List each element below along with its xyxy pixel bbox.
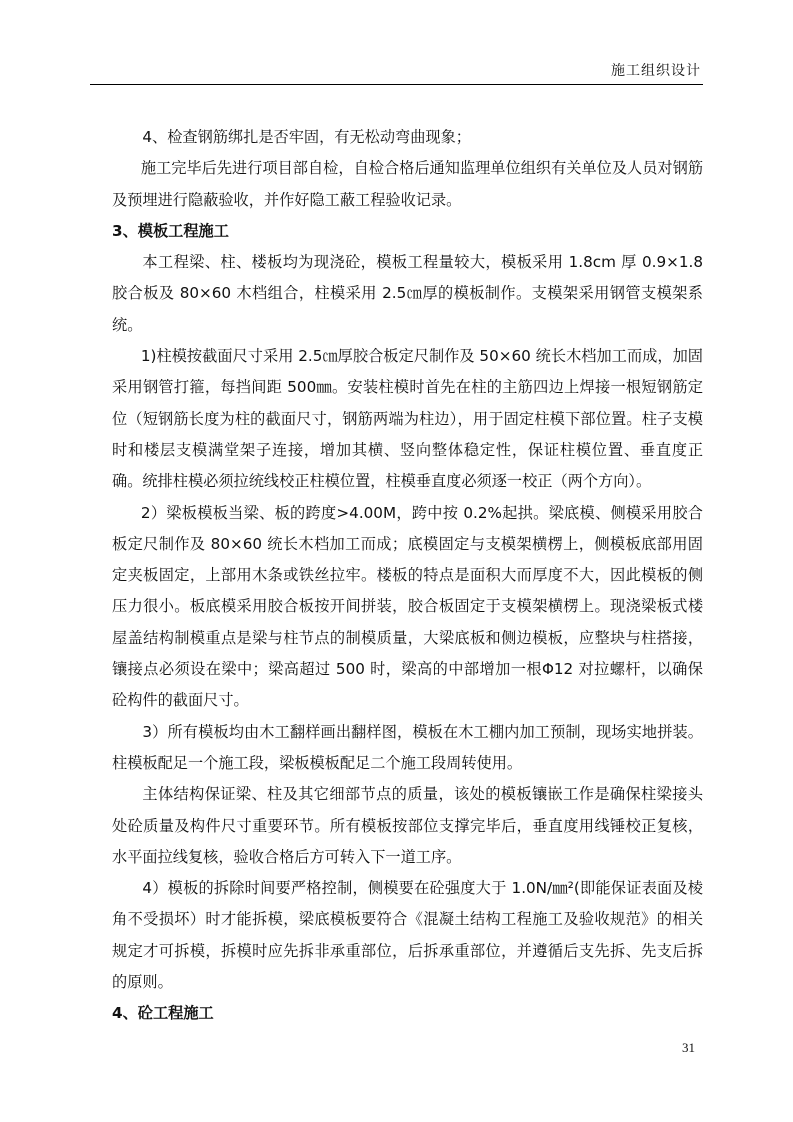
- document-body: [112, 122, 703, 1030]
- section-heading-concrete: 4、砼工程施工: [112, 1004, 214, 1023]
- node-quality: 主体结构保证梁、柱及其它细部节点的质量，该处的模板镶嵌工作是确保柱梁接头处砼质量及构件尺寸重要环节。所有模板按部位支撑完毕后，垂直度用线锤校正复核，水平面拉线复核，验收合格后方可转入下一道工序。: [112, 785, 703, 866]
- beam-slab-formwork: 2）梁板模板当梁、板的跨度>4.00M，跨中按 0.2%起拱。梁底模、侧模采用胶合板定尺制作及 80×60 统长木档加工而成；底模固定与支模架横楞上，侧模板底部用固定夹板固定，上部用木条或铁丝拉牢。楼板的特点是面积大而厚度不大，因此模板的侧压力很小。板底模采用胶合板按开间拼装，胶合板固定于支模架横楞上。现浇梁板式楼屋盖结构制模重点是梁与柱节点的制模质量，大梁底板和侧边模板，应整块与柱搭接，镶接点必须设在梁中；梁高超过 500 时，梁高的中部增加一根Φ12 对拉螺杆，以确保砼构件的截面尺寸。: [112, 503, 703, 710]
- header-divider: [90, 84, 703, 85]
- formwork-intro: 本工程梁、柱、楼板均为现浇砼，模板工程量较大，模板采用 1.8cm 厚 0.9×1.8 胶合板及 80×60 木档组合，柱模采用 2.5㎝厚的模板制作。支模架采用钢管支模架系统。: [112, 253, 703, 334]
- column-formwork: 1)柱模按截面尺寸采用 2.5㎝厚胶合板定尺制作及 50×60 统长木档加工而成，加固采用钢管打箍，每挡间距 500㎜。安装柱模时首先在柱的主筋四边上焊接一根短钢筋定位（短钢筋长度为柱的截面尺寸，钢筋两端为柱边），用于固定柱模下部位置。柱子支模时和楼层支模满堂架子连接，增加其横、竖向整体稳定性，保证柱模位置、垂直度正确。统排柱模必须拉统线校正柱模位置，柱模垂直度必须逐一校正（两个方向）。: [112, 347, 703, 491]
- formwork-fabrication: 3）所有模板均由木工翻样画出翻样图，模板在木工棚内加工预制，现场实地拼装。柱模板配足一个施工段，梁板模板配足二个施工段周转使用。: [112, 722, 703, 772]
- formwork-removal: 4）模板的拆除时间要严格控制，侧模要在砼强度大于 1.0N/㎜²(即能保证表面及棱角不受损坏）时才能拆模，梁底模板要符合《混凝土结构工程施工及验收规范》的相关规定才可拆模，拆模时应先拆非承重部位，后拆承重部位，并遵循后支先拆、先支后拆的原则。: [112, 879, 703, 992]
- inspection-paragraph: 施工完毕后先进行项目部自检，自检合格后通知监理单位组织有关单位及人员对钢筋及预埋进行隐蔽验收，并作好隐工蔽工程验收记录。: [112, 159, 703, 209]
- page-number: 31: [682, 1040, 695, 1055]
- section-heading-formwork: 3、模板工程施工: [112, 221, 229, 240]
- check-item-4: 4、检查钢筋绑扎是否牢固，有无松动弯曲现象；: [142, 128, 471, 146]
- running-header: 施工组织设计: [611, 63, 701, 79]
